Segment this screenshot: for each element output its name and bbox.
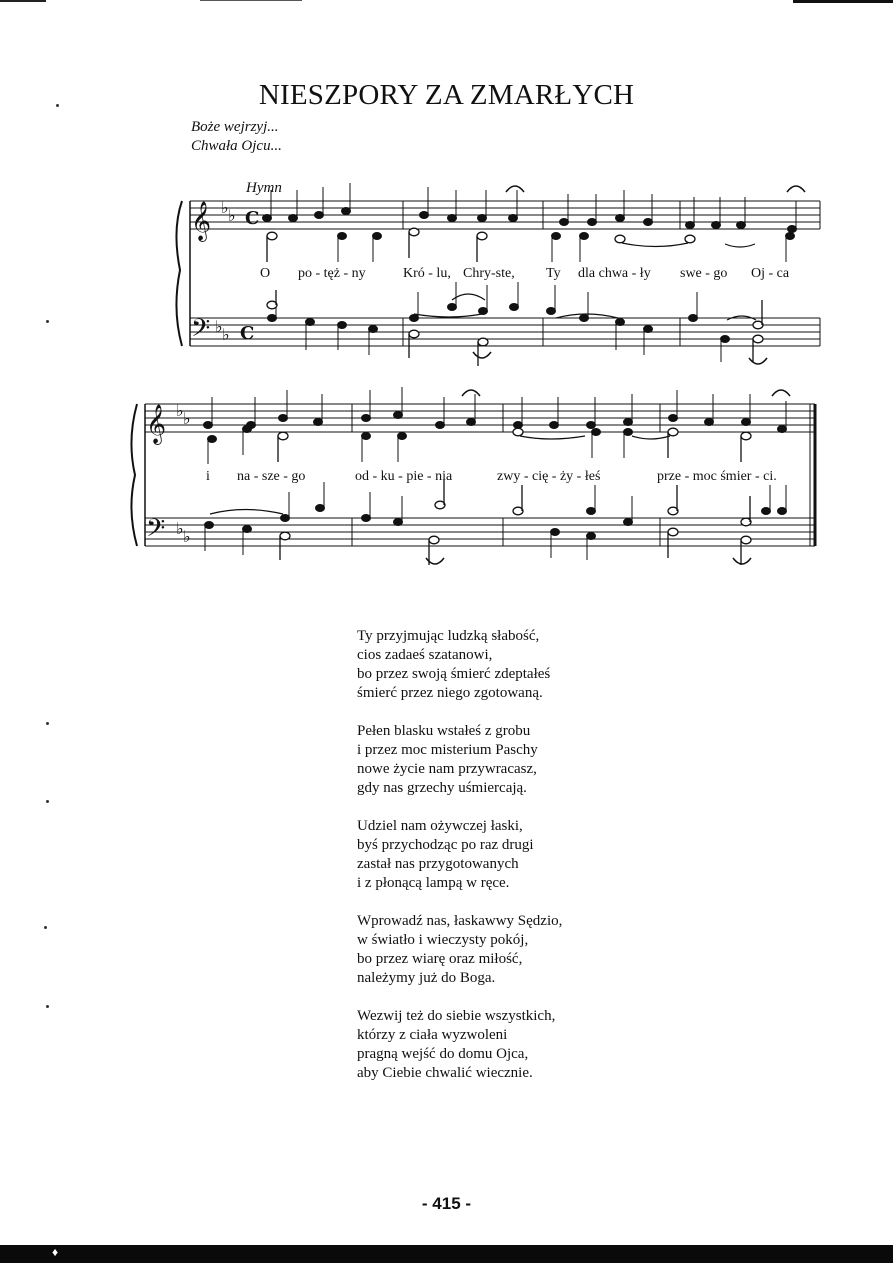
flat-icon: ♭ [215,317,223,336]
flat-icon: ♭ [228,206,236,225]
scan-speck [44,926,47,929]
flat-icon: ♭ [176,519,184,538]
scan-speck [46,800,49,803]
stanza-line: śmierć przez niego zgotowaną. [357,685,543,701]
fermata-icon [733,558,751,564]
fermata-icon [787,186,805,192]
stanza-line: należymy już do Boga. [357,970,496,986]
fermata-icon [473,352,491,358]
common-time-icon: C [245,208,260,229]
stanza-line: Udziel nam ożywczej łaski, [357,818,523,834]
flat-icon: ♭ [222,325,230,344]
flat-icon: ♭ [221,198,229,217]
common-time-icon: C [240,323,255,344]
lyric-syllable: po - tęż - ny [298,266,366,281]
stanza [357,912,562,988]
stanza-line: Wezwij też do siebie wszystkich, [357,1008,556,1024]
fermata-icon [506,186,524,192]
stanza [357,627,562,703]
lyric-syllable: Chry-ste, [463,266,515,281]
stanza-line: Pełen blasku wstałeś z grobu [357,723,531,739]
stanza [357,722,562,798]
treble-clef-icon: 𝄞 [191,201,212,241]
lyric-syllable: Oj - ca [751,266,790,281]
bass-clef-icon: 𝄢 [146,514,166,549]
stanza-line: nowe życie nam przywracasz, [357,761,537,777]
scan-speck [46,722,49,725]
scan-speck [46,1005,49,1008]
stanza-line: którzy z ciała wyzwoleni [357,1027,508,1043]
stanza-line: byś przychodząc po raz drugi [357,837,534,853]
treble-staff-1 [190,201,820,229]
fermata-icon [772,390,790,396]
stanza [357,1007,562,1083]
stanza [357,817,562,893]
bass-clef-icon: 𝄢 [191,314,211,349]
treble-clef-icon: 𝄞 [146,404,167,444]
lyric-syllable: od - ku - pie - nia [355,469,453,484]
stanza-line: aby Ciebie chwalić wiecznie. [357,1065,533,1081]
flat-icon: ♭ [183,527,191,546]
lyric-syllable: na - sze - go [237,469,306,484]
lyric-syllable: zwy - cię - ży - łeś [497,469,601,484]
scan-mark-icon: ♦ [52,1245,59,1259]
stanza-line: Ty przyjmując ludzką słabość, [357,628,540,644]
flat-icon: ♭ [176,401,184,420]
music-score [0,0,893,600]
page-number: - 415 - [421,1194,472,1213]
stanza-line: pragną wejść do domu Ojca, [357,1046,529,1062]
fermata-icon [749,358,767,364]
stanza-line: i przez moc misterium Paschy [357,742,538,758]
hymn-stanzas [357,627,562,1102]
stanza-line: bo przez wiarę oraz miłość, [357,951,523,967]
lyric-syllable: dla chwa - ły [578,266,651,281]
incipit-line: Chwała Ojcu... [191,138,282,154]
lyric-syllable: prze - moc śmier - ci. [657,469,777,484]
lyric-syllable: swe - go [680,266,728,281]
stanza-line: zastał nas przygotowanych [357,856,519,872]
stanza-line: cios zadaeś szatanowi, [357,647,493,663]
brace [176,201,182,346]
lyric-syllable: Ty [546,266,561,281]
incipit-line: Boże wejrzyj... [191,119,279,135]
lyric-syllable: Kró - lu, [403,266,451,281]
scan-border [0,1245,893,1263]
stanza-line: gdy nas grzechy uśmiercają. [357,780,527,796]
stanza-line: Wprowadź nas, łaskawwy Sędzio, [357,913,563,929]
stanza-line: bo przez swoją śmierć zdeptałeś [357,666,551,682]
stanza-line: w światło i wieczysty pokój, [357,932,529,948]
flat-icon: ♭ [183,409,191,428]
page-title: NIESZPORY ZA ZMARŁYCH [258,79,635,112]
brace [131,404,137,546]
hymn-label: Hymn [246,180,282,196]
stanza-line: i z płonącą lampą w ręce. [357,875,510,891]
lyric-syllable: O [260,266,271,281]
lyric-syllable: i [206,469,210,484]
fermata-icon [462,390,480,396]
